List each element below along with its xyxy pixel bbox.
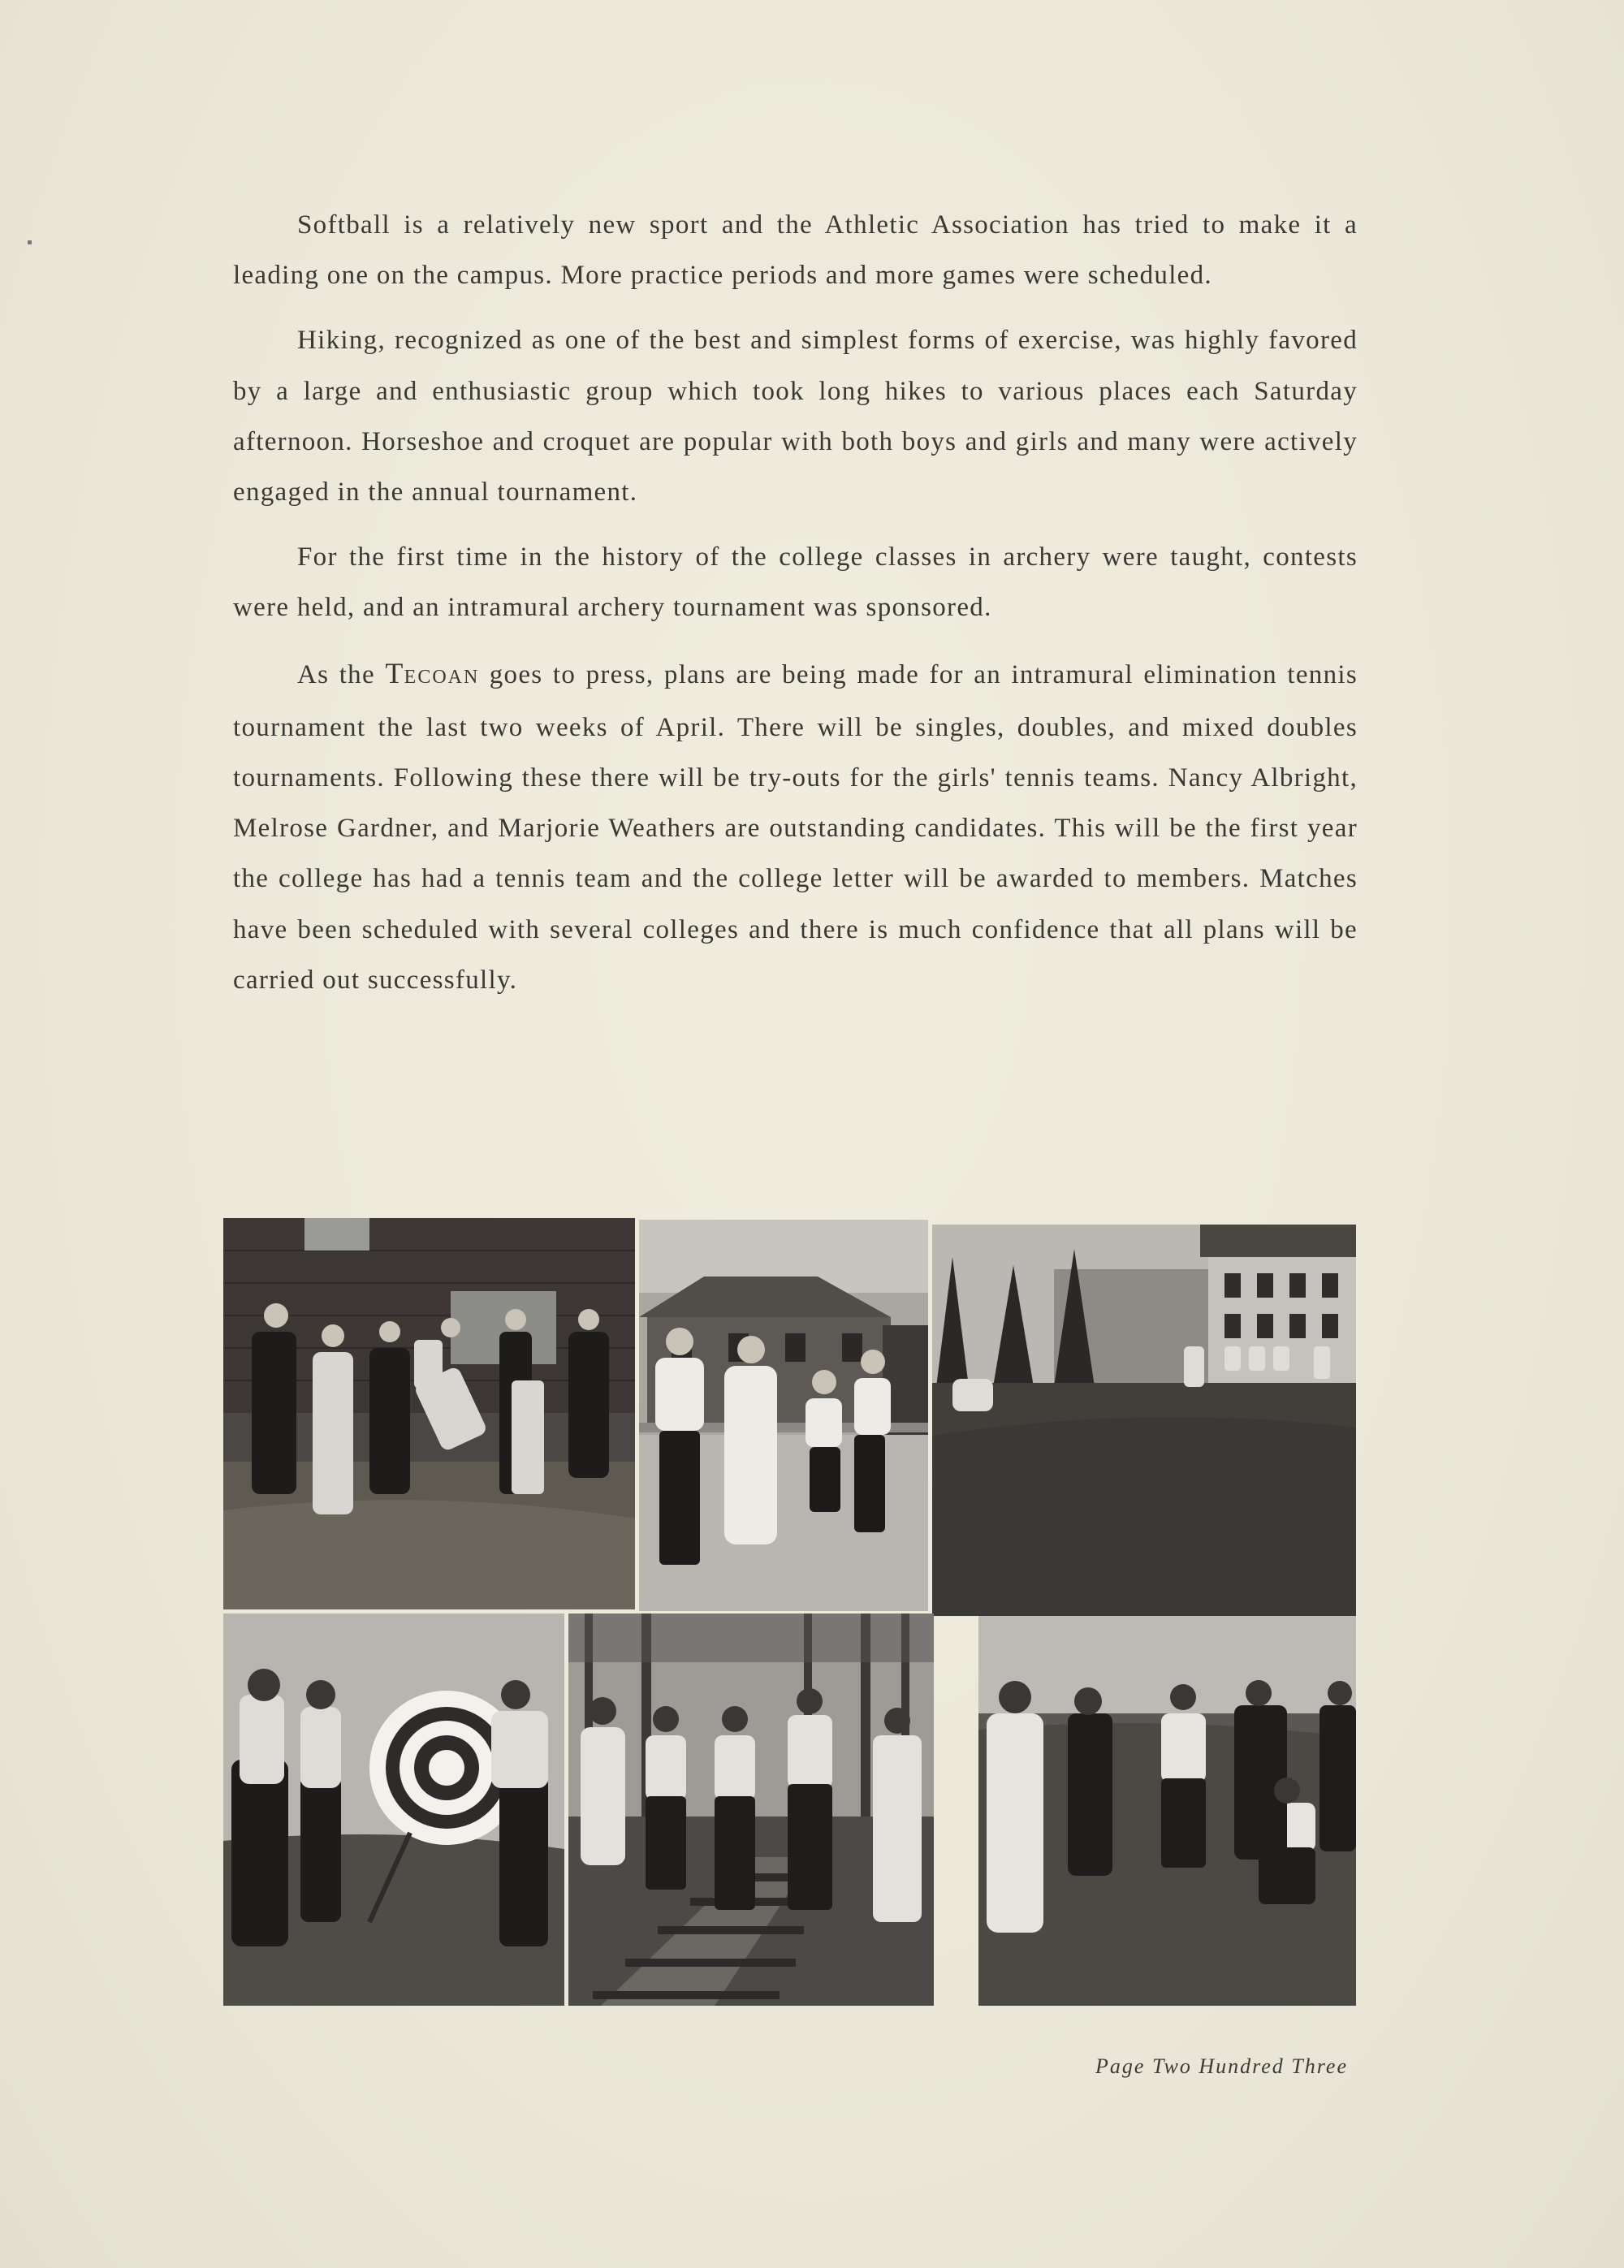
margin-speck: [28, 240, 32, 244]
photo-tennis: [639, 1220, 928, 1611]
page-number-footer: Page Two Hundred Three: [1095, 2054, 1348, 2078]
softball-paragraph: Softball is a relatively new sport and the Athletic Association has tried to make it a leading one on the campus. More practice periods and more games were scheduled.: [233, 210, 1358, 291]
tennis-paragraph-body: goes to press, plans are being made for an intramural elimination tennis tournament the last two weeks of April. There will be singles, doubles, and mixed doubles tournaments. Following these there will be try-outs for the girls' tennis teams. Nancy Albright, Melrose Gardner, and Marjorie Weathers are outstanding candidates. This will be the first year the college has had a tennis team and the college letter will be awarded to members. Matches have been scheduled with several colleges and there is much confidence that all plans will be carried out successfully.: [233, 659, 1358, 995]
archery-paragraph: For the first time in the history of the college classes in archery were taught, contests were held, and an intramural archery tournament was sponsored.: [233, 542, 1358, 623]
hiking-paragraph: Hiking, recognized as one of the best and simplest forms of exercise, was highly favored by a large and enthusiastic group which took long hikes to various places each Saturday afternoon. Horseshoe and croquet are popular with both boys and girls and many were actively engaged in the annual tournament.: [233, 326, 1358, 508]
article-text: [233, 200, 1358, 1020]
photo-collage: [223, 1218, 1356, 2006]
tennis-paragraph-lead: As the: [297, 659, 386, 689]
photo-softball: [932, 1225, 1356, 1616]
photo-hiking: [568, 1614, 934, 2006]
photo-archery: [223, 1614, 564, 2006]
photo-horseshoe: [223, 1218, 635, 1609]
tennis-paragraph: [233, 648, 1358, 1005]
photo-croquet: [978, 1616, 1356, 2006]
yearbook-name: TECOAN: [385, 656, 480, 689]
